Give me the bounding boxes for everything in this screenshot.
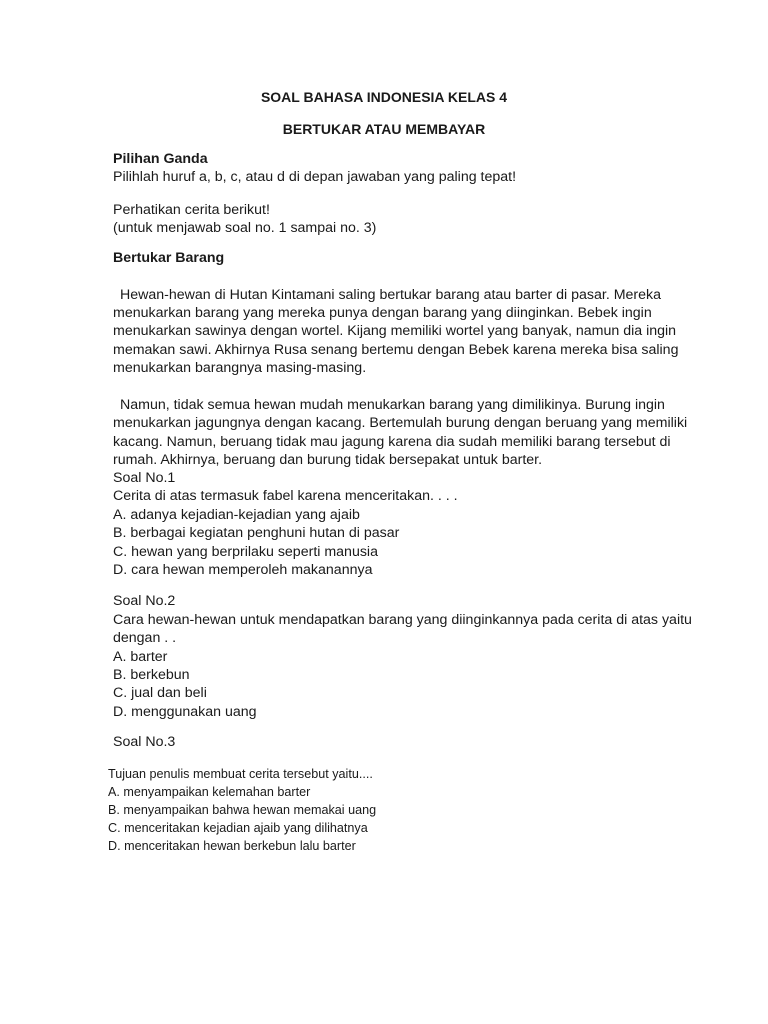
document-title: SOAL BAHASA INDONESIA KELAS 4 [260,89,508,105]
answer-option: C. menceritakan kejadian ajaib yang dilihatnya [108,821,368,835]
story-intro: Perhatikan cerita berikut! [113,202,270,218]
answer-option: B. menyampaikan bahwa hewan memakai uang [108,803,377,817]
answer-option: A. menyampaikan kelemahan barter [108,785,311,799]
story-title: Bertukar Barang [113,250,225,266]
paragraph-line: kacang. Namun, beruang tidak mau jagung karena dia sudah memiliki barang tersebut di [113,434,671,450]
answer-option: A. adanya kejadian-kejadian yang ajaib [113,507,360,523]
question-prompt: dengan . . [113,630,177,646]
answer-option: D. menceritakan hewan berkebun lalu barter [108,839,356,853]
question-prompt: Cerita di atas termasuk fabel karena menceritakan. . . . [113,488,458,504]
question-prompt: Tujuan penulis membuat cerita tersebut yaitu.... [108,767,373,781]
question-prompt: Cara hewan-hewan untuk mendapatkan barang yang diinginkannya pada cerita di atas yaitu [113,612,692,628]
answer-option: B. berkebun [113,667,190,683]
paragraph-line: Namun, tidak semua hewan mudah menukarkan barang yang dimilikinya. Burung ingin [120,397,665,413]
story-scope: (untuk menjawab soal no. 1 sampai no. 3) [113,220,377,236]
answer-option: C. hewan yang berprilaku seperti manusia [113,544,378,560]
answer-option: D. cara hewan memperoleh makanannya [113,562,373,578]
paragraph-line: menukarkan barangnya masing-masing. [113,360,367,376]
document-subtitle: BERTUKAR ATAU MEMBAYAR [282,121,486,137]
answer-option: B. berbagai kegiatan penghuni hutan di pasar [113,525,400,541]
paragraph-line: menukarkan barang yang mereka punya dengan barang yang diinginkan. Bebek ingin [113,305,652,321]
paragraph-line: menukarkan jagungnya dengan kacang. Bertemulah burung dengan beruang yang memiliki [113,415,688,431]
paragraph-line: rumah. Akhirnya, beruang dan burung tidak bersepakat untuk barter. [113,452,543,468]
answer-option: C. jual dan beli [113,685,207,701]
answer-option: A. barter [113,649,168,665]
paragraph-line: memakan sawi. Akhirnya Rusa senang bertemu dengan Bebek karena mereka bisa saling [113,342,679,358]
instruction-text: Pilihlah huruf a, b, c, atau d di depan jawaban yang paling tepat! [113,169,517,185]
paragraph-line: Hewan-hewan di Hutan Kintamani saling bertukar barang atau barter di pasar. Mereka [120,287,662,303]
question-label: Soal No.1 [113,470,176,486]
section-heading: Pilihan Ganda [113,151,208,167]
answer-option: D. menggunakan uang [113,704,257,720]
question-label: Soal No.2 [113,593,176,609]
question-label: Soal No.3 [113,734,176,750]
paragraph-line: menukarkan sawinya dengan wortel. Kijang memiliki wortel yang banyak, namun dia ingin [113,323,677,339]
